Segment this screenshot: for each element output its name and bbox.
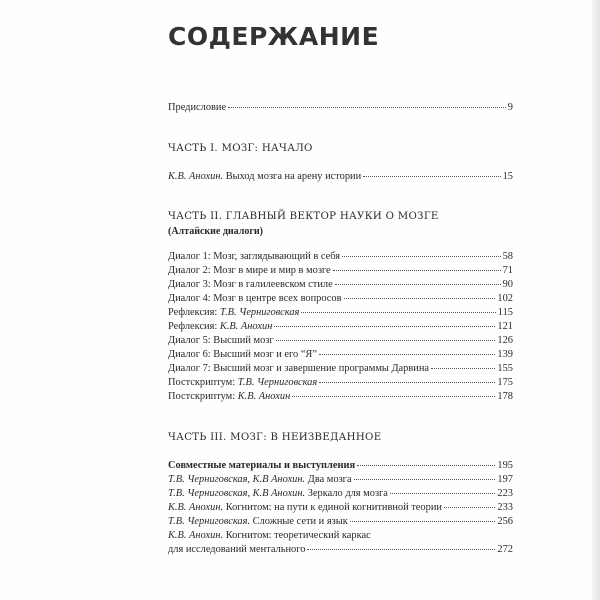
leader-dots <box>335 284 501 285</box>
toc-entry <box>168 264 513 277</box>
toc-entry <box>168 515 513 528</box>
toc-page-number: 115 <box>497 307 513 318</box>
toc-page-number: 102 <box>497 293 513 304</box>
toc-entry-text: Выход мозга на арену истории <box>223 171 362 182</box>
leader-dots <box>333 270 501 271</box>
toc-entry <box>168 334 513 347</box>
toc-entry <box>168 348 513 361</box>
toc-entry <box>168 250 513 263</box>
toc-entry <box>168 292 513 305</box>
toc-entry <box>168 306 513 319</box>
toc-entry-prefix: Постскриптум: <box>168 391 238 402</box>
leader-dots <box>319 382 495 383</box>
toc-page-number: 256 <box>497 516 513 527</box>
toc-entry-prefix: Рефлексия: <box>168 307 220 318</box>
leader-dots <box>357 465 495 466</box>
toc-page-number: 58 <box>502 251 513 262</box>
toc-page-number: 139 <box>497 349 513 360</box>
toc-entry-author: Т.В. Черниговская, К.В Анохин. <box>168 474 306 485</box>
toc-entry-text: Когнитом: теоретический каркас <box>223 530 371 541</box>
toc-entry-author: К.В. Анохин. <box>168 171 224 182</box>
toc-entry-author: К.В. Анохин. <box>168 502 224 513</box>
part2-heading: ЧАСТЬ II. ГЛАВНЫЙ ВЕКТОР НАУКИ О МОЗГЕ <box>168 211 439 222</box>
leader-dots <box>350 521 496 522</box>
toc-page-number: 233 <box>497 502 513 513</box>
toc-page-number: 126 <box>497 335 513 346</box>
toc-entry <box>168 390 513 403</box>
toc-entry <box>168 473 513 486</box>
toc-entry-author: К.В. Анохин <box>219 321 273 332</box>
toc-entry-text: Два мозга <box>305 474 352 485</box>
toc-entry-text: Сложные сети и язык <box>250 516 348 527</box>
leader-dots <box>276 340 496 341</box>
toc-page-number: 272 <box>497 544 513 555</box>
part1-heading: ЧАСТЬ I. МОЗГ: НАЧАЛО <box>168 143 313 154</box>
toc-entry-text: Предисловие <box>168 102 227 113</box>
toc-entry-preface <box>168 101 513 114</box>
toc-entry-text: Диалог 5: Высший мозг <box>168 335 274 346</box>
leader-dots <box>228 107 506 108</box>
toc-page-number: 121 <box>497 321 513 332</box>
leader-dots <box>342 256 501 257</box>
toc-entry-text: Диалог 7: Высший мозг и завершение программы Дарвина <box>168 363 430 374</box>
toc-page-number: 9 <box>507 102 513 113</box>
toc-entry <box>168 501 513 514</box>
leader-dots <box>444 507 495 508</box>
toc-entry <box>168 487 513 500</box>
toc-entry-text: Диалог 4: Мозг в центре всех вопросов <box>168 293 342 304</box>
toc-entry-text: Диалог 2: Мозг в мире и мир в мозге <box>168 265 331 276</box>
toc-page-number: 71 <box>502 265 513 276</box>
toc-page-number: 223 <box>497 488 513 499</box>
leader-dots <box>319 354 495 355</box>
leader-dots <box>274 326 495 327</box>
toc-entry-prefix: Постскриптум: <box>168 377 238 388</box>
leader-dots <box>307 549 495 550</box>
page-title: СОДЕРЖАНИЕ <box>168 22 380 51</box>
toc-page-number: 155 <box>497 363 513 374</box>
toc-entry-author: Т.В. Черниговская <box>219 307 300 318</box>
leader-dots <box>390 493 495 494</box>
toc-entry-line2 <box>168 543 513 556</box>
leader-dots <box>292 396 495 397</box>
toc-page-number: 178 <box>497 391 513 402</box>
toc-entry <box>168 459 513 472</box>
toc-entry-text: Диалог 1: Мозг, заглядывающий в себя <box>168 251 341 262</box>
toc-page-number: 197 <box>497 474 513 485</box>
toc-entry-text: Совместные материалы и выступления <box>168 460 356 471</box>
toc-entry-author: Т.В. Черниговская. <box>168 516 251 527</box>
toc-entry-author: К.В. Анохин. <box>168 530 224 541</box>
page-edge-shadow <box>592 0 600 600</box>
toc-entry-text: Когнитом: на пути к единой когнитивной теории <box>223 502 442 513</box>
leader-dots <box>344 298 496 299</box>
leader-dots <box>431 368 495 369</box>
toc-entry-author: Т.В. Черниговская, К.В Анохин. <box>168 488 306 499</box>
leader-dots <box>363 176 500 177</box>
toc-entry <box>168 376 513 389</box>
toc-entry-text: Диалог 3: Мозг в галилеевском стиле <box>168 279 333 290</box>
toc-entry <box>168 278 513 291</box>
part2-subheading: (Алтайские диалоги) <box>168 226 264 237</box>
toc-entry-text: для исследований ментального <box>168 544 306 555</box>
toc-entry-line1 <box>168 529 371 542</box>
toc-entry <box>168 320 513 333</box>
toc-page-number: 90 <box>502 279 513 290</box>
leader-dots <box>354 479 496 480</box>
toc-page-number: 15 <box>502 171 513 182</box>
toc-entry-text: Диалог 6: Высший мозг и его “Я” <box>168 349 317 360</box>
toc-entry <box>168 170 513 183</box>
toc-page-number: 195 <box>497 460 513 471</box>
part3-heading: ЧАСТЬ III. МОЗГ: В НЕИЗВЕДАННОЕ <box>168 432 382 443</box>
toc-entry-text: Зеркало для мозга <box>305 488 388 499</box>
toc-entry-author: К.В. Анохин <box>237 391 291 402</box>
toc-page-number: 175 <box>497 377 513 388</box>
leader-dots <box>301 312 495 313</box>
toc-entry <box>168 362 513 375</box>
toc-entry-author: Т.В. Черниговская <box>237 377 318 388</box>
toc-entry-prefix: Рефлексия: <box>168 321 220 332</box>
